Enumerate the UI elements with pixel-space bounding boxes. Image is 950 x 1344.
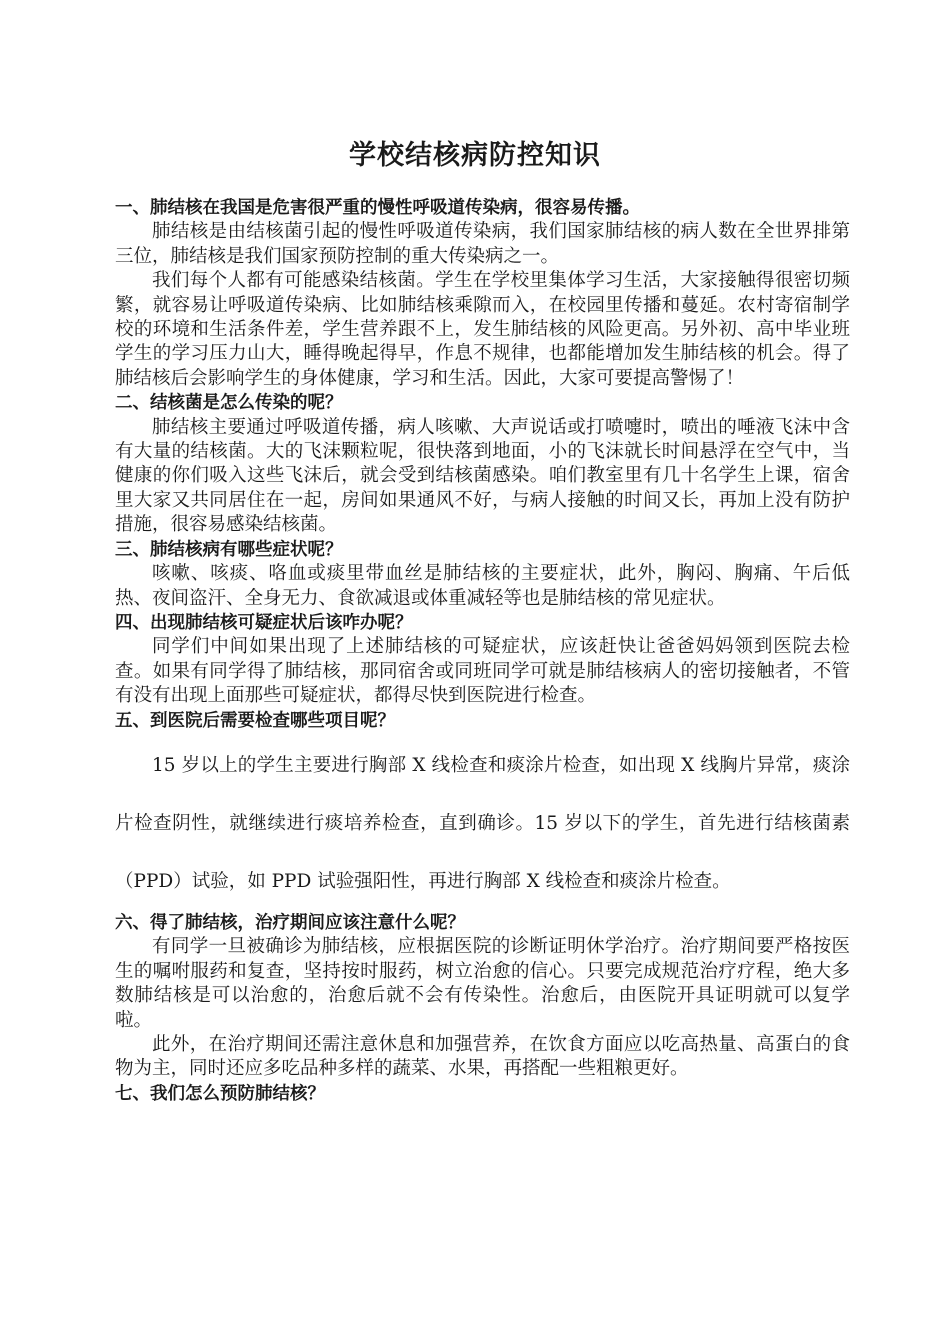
section-heading-5: 五、到医院后需要检查哪些项目呢？ <box>115 710 395 731</box>
document-body <box>115 196 850 1106</box>
paragraph: 有同学一旦被确诊为肺结核，应根据医院的诊断证明休学治疗。治疗期间要严格按医生的嘱咐服药和复查，坚持按时服药，树立治愈的信心。只要完成规范治疗疗程，绝大多数肺结核是可以治愈的，治愈后就不会有传染性。治愈后，由医院开具证明就可以复学啦。 <box>115 936 850 1031</box>
paragraph: 我们每个人都有可能感染结核菌。学生在学校里集体学习生活，大家接触得很密切频繁，就容易让呼吸道传染病、比如肺结核乘隙而入，在校园里传播和蔓延。农村寄宿制学校的环境和生活条件差，学生营养跟不上，发生肺结核的风险更高。另外初、高中毕业班学生的学习压力山大，睡得晚起得早，作息不规律，也都能增加发生肺结核的机会。得了肺结核后会影响学生的身体健康，学习和生活。因此，大家可要提高警惕了！ <box>115 270 850 389</box>
section-heading-1: 一、肺结核在我国是危害很严重的慢性呼吸道传染病，很容易传播。 <box>115 198 640 218</box>
paragraph: 15 岁以上的学生主要进行胸部 X 线检查和痰涂片检查，如出现 X 线胸片异常，痰涂片检查阴性，就继续进行痰培养检查，直到确诊。15 岁以下的学生，首先进行结核菌素（PPD）试验，如 PPD 试验强阳性，再进行胸部 X 线检查和痰涂片检查。 <box>115 754 850 892</box>
paragraph: 同学们中间如果出现了上述肺结核的可疑症状，应该赶快让爸爸妈妈领到医院去检查。如果有同学得了肺结核，那同宿舍或同班同学可就是肺结核病人的密切接触者，不管有没有出现上面那些可疑症状，都得尽快到医院进行检查。 <box>115 636 850 707</box>
paragraph: 肺结核是由结核菌引起的慢性呼吸道传染病，我们国家肺结核的病人数在全世界排第三位，肺结核是我们国家预防控制的重大传染病之一。 <box>115 221 850 267</box>
section-heading-6: 六、得了肺结核，治疗期间应该注意什么呢？ <box>115 912 465 933</box>
section-heading-7: 七、我们怎么预防肺结核？ <box>115 1083 325 1104</box>
paragraph: 咳嗽、咳痰、咯血或痰里带血丝是肺结核的主要症状，此外，胸闷、胸痛、午后低热、夜间盗汗、全身无力、食欲减退或体重减轻等也是肺结核的常见症状。 <box>115 563 850 609</box>
paragraph: 此外，在治疗期间还需注意休息和加强营养，在饮食方面应以吃高热量、高蛋白的食物为主，同时还应多吃品种多样的蔬菜、水果，再搭配一些粗粮更好。 <box>115 1033 850 1080</box>
paragraph: 肺结核主要通过呼吸道传播，病人咳嗽、大声说话或打喷嚏时，喷出的唾液飞沫中含有大量的结核菌。大的飞沫颗粒呢，很快落到地面，小的飞沫就长时间悬浮在空气中，当健康的你们吸入这些飞沫后，就会受到结核菌感染。咱们教室里有几十名学生上课，宿舍里大家又共同居住在一起，房间如果通风不好，与病人接触的时间又长，再加上没有防护措施，很容易感染结核菌。 <box>115 416 850 536</box>
section-heading-3: 三、肺结核病有哪些症状呢？ <box>115 539 343 560</box>
section-heading-4: 四、出现肺结核可疑症状后该咋办呢？ <box>115 612 413 633</box>
page-title: 学校结核病防控知识 <box>349 140 601 171</box>
section-heading-2: 二、结核菌是怎么传染的呢？ <box>115 393 343 414</box>
